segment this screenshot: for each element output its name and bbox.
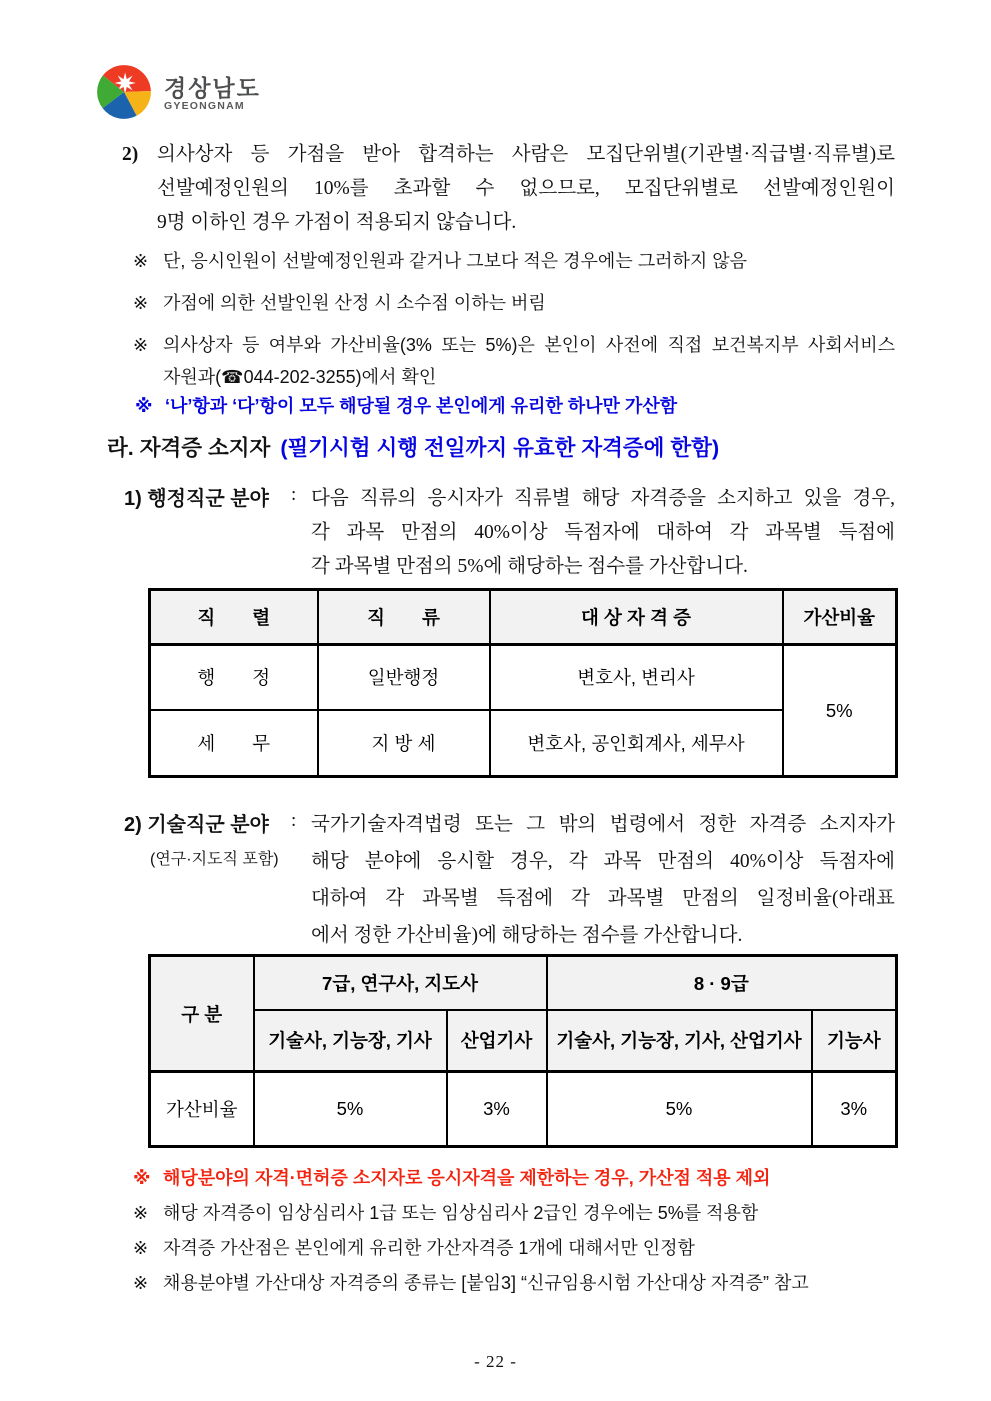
sub1-number: 1) bbox=[124, 488, 142, 510]
sub2-colon: : bbox=[291, 810, 297, 831]
sub-header: 기술사, 기능장, 기사, 산업기사 bbox=[547, 1010, 812, 1072]
sub-header: 산업기사 bbox=[447, 1010, 547, 1072]
note-item bbox=[133, 1198, 895, 1228]
para2-line: 의사상자 등 가점을 받아 합격하는 사람은 모집단위별(기관별·직급별·직류별)로 bbox=[157, 144, 895, 165]
section-title: 자격증 소지자 bbox=[139, 436, 271, 460]
col-header-certs: 대 상 자 격 증 bbox=[490, 590, 783, 645]
table-cell-class: 일반행정 bbox=[318, 645, 490, 710]
col-header-series: 직 렬 bbox=[150, 590, 318, 645]
table-cell-series: 행 정 bbox=[150, 645, 318, 710]
note-text: 해당 자격증이 임상심리사 1급 또는 임상심리사 2급인 경우에는 5%를 적용함 bbox=[163, 1203, 759, 1223]
note-text: 자격증 가산점은 본인에게 유리한 가산자격증 1개에 대해서만 인정함 bbox=[163, 1238, 695, 1258]
note-item bbox=[133, 1233, 895, 1263]
bonus-value: 3% bbox=[812, 1072, 897, 1147]
note-item bbox=[133, 288, 895, 318]
note-item-exclusion bbox=[133, 1163, 895, 1193]
group-header-grade89: 8 · 9급 bbox=[547, 956, 897, 1010]
table-cell-bonus: 5% bbox=[783, 645, 897, 777]
logo-title: 경상남도 bbox=[164, 75, 261, 101]
note-item bbox=[133, 330, 895, 360]
para2-line: 선발예정인원의 10%를 초과할 수 없으므로, 모집단위별로 선발예정인원이 bbox=[157, 178, 895, 199]
group-header-grade7: 7급, 연구사, 지도사 bbox=[254, 956, 547, 1010]
sub1-colon: : bbox=[291, 484, 297, 505]
reference-mark: ※ bbox=[133, 1203, 149, 1223]
table-cell-class: 지 방 세 bbox=[318, 710, 490, 777]
bonus-value: 5% bbox=[547, 1072, 812, 1147]
sub2-line: 해당 분야에 응시할 경우, 각 과목 만점의 40%이상 득점자에 bbox=[311, 851, 895, 872]
sub2-line: 에서 정한 가산비율)에 해당하는 점수를 가산합니다. bbox=[311, 925, 743, 946]
blue-note bbox=[135, 391, 897, 421]
note-text: 해당분야의 자격·면허증 소지자로 응시자격을 제한하는 경우, 가산점 적용 제외 bbox=[163, 1168, 771, 1188]
col-header-class: 직 류 bbox=[318, 590, 490, 645]
page-number: - 22 - bbox=[474, 1352, 517, 1371]
note-text: 단, 응시인원이 선발예정인원과 같거나 그보다 적은 경우에는 그러하지 않음 bbox=[163, 251, 748, 271]
bonus-value: 3% bbox=[447, 1072, 547, 1147]
logo-subtitle: GYEONGNAM bbox=[164, 100, 245, 112]
table-cell-series: 세 무 bbox=[150, 710, 318, 777]
sub2-line: 대하여 각 과목별 득점에 각 과목별 만점의 일정비율(아래표 bbox=[311, 888, 895, 909]
tech-bonus-table bbox=[148, 954, 898, 1148]
table-cell-certs: 변호사, 공인회계사, 세무사 bbox=[490, 710, 783, 777]
sub1-line: 다음 직류의 응시자가 직류별 해당 자격증을 소지하고 있을 경우, bbox=[311, 488, 895, 509]
para2-line: 9명 이하인 경우 가점이 적용되지 않습니다. bbox=[157, 212, 517, 233]
sub2-number: 2) bbox=[124, 814, 142, 836]
section-heading-ra bbox=[107, 431, 719, 462]
reference-mark: ※ bbox=[135, 396, 153, 416]
reference-mark: ※ bbox=[133, 1238, 149, 1258]
note-item bbox=[133, 1268, 895, 1298]
sub-header: 기능사 bbox=[812, 1010, 897, 1072]
corner-header: 구 분 bbox=[150, 956, 254, 1072]
reference-mark: ※ bbox=[133, 251, 149, 271]
sub2-heading bbox=[124, 808, 269, 837]
bonus-value: 5% bbox=[254, 1072, 447, 1147]
row-label-bonus: 가산비율 bbox=[150, 1072, 254, 1147]
note-text: 가점에 의한 선발인원 산정 시 소수점 이하는 버림 bbox=[163, 293, 546, 313]
reference-mark: ※ bbox=[133, 1273, 149, 1293]
section-title-note: (필기시험 시행 전일까지 유효한 자격증에 한함) bbox=[280, 436, 720, 460]
sub1-line: 각 과목별 만점의 5%에 해당하는 점수를 가산합니다. bbox=[311, 556, 748, 577]
reference-mark: ※ bbox=[133, 293, 149, 313]
note-item bbox=[133, 246, 895, 276]
sub-header: 기술사, 기능장, 기사 bbox=[254, 1010, 447, 1072]
note-text: 의사상자 등 여부와 가산비율(3% 또는 5%)은 본인이 사전에 직접 보건복지부 사회서비스 bbox=[163, 335, 895, 355]
sub1-line: 각 과목 만점의 40%이상 득점자에 대하여 각 과목별 득점에 bbox=[311, 522, 895, 543]
para2-number: 2) bbox=[122, 144, 139, 165]
sub2-line: 국가기술자격법령 또는 그 밖의 법령에서 정한 자격증 소지자가 bbox=[311, 814, 895, 835]
blue-note-text: ‘나’항과 ‘다’항이 모두 해당될 경우 본인에게 유리한 하나만 가산함 bbox=[165, 396, 678, 416]
note-text: 채용분야별 가산대상 자격증의 종류는 [붙임3] “신규임용시험 가산대상 자격증” 참고 bbox=[163, 1273, 809, 1293]
gyeongnam-emblem-icon bbox=[95, 64, 153, 125]
sub2-title: 기술직군 분야 bbox=[147, 814, 269, 836]
gyeongnam-logo bbox=[95, 64, 261, 125]
reference-mark: ※ bbox=[133, 1168, 151, 1188]
reference-mark: ※ bbox=[133, 335, 149, 355]
admin-bonus-table bbox=[148, 588, 898, 778]
table-cell-certs: 변호사, 변리사 bbox=[490, 645, 783, 710]
section-label: 라. bbox=[107, 436, 134, 460]
sub1-title: 행정직군 분야 bbox=[147, 488, 269, 510]
note-text: 자원과(☎044-202-3255)에서 확인 bbox=[163, 367, 437, 387]
sub1-heading bbox=[124, 482, 269, 511]
sub2-subtitle: (연구·지도직 포함) bbox=[150, 851, 279, 868]
col-header-bonus: 가산비율 bbox=[783, 590, 897, 645]
